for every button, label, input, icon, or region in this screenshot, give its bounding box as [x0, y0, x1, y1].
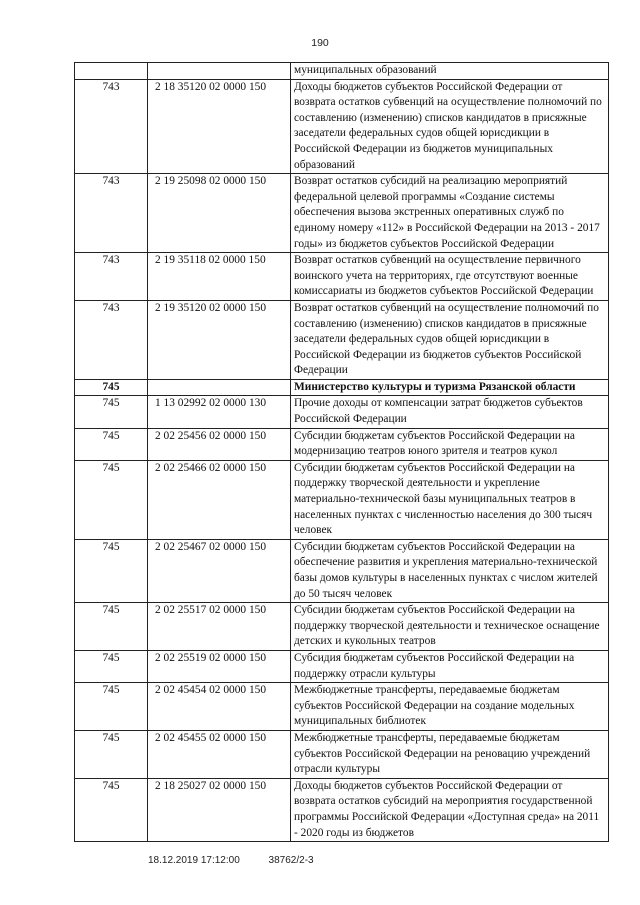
budget-classification-code-cell: 1 13 02992 02 0000 130 — [148, 396, 291, 428]
admin-code-cell: 745 — [75, 603, 148, 651]
footer-doc-id: 38762/2-3 — [268, 855, 314, 866]
admin-code-cell: 745 — [75, 650, 148, 682]
budget-classification-code-cell: 2 02 25467 02 0000 150 — [148, 539, 291, 602]
budget-classification-code-cell: 2 02 25519 02 0000 150 — [148, 650, 291, 682]
admin-code-cell: 745 — [75, 683, 148, 731]
revenue-description-cell: Возврат остатков субвенций на осуществление полномочий по составлению (изменению) списков кандидатов в присяжные заседатели федеральных судов общей юрисдикции в Российской Федерации из бюджетов субъектов Российской Федерации — [291, 300, 609, 379]
table-row — [75, 428, 609, 460]
budget-classification-code-cell: 2 02 25466 02 0000 150 — [148, 460, 291, 539]
revenue-description-cell: Прочие доходы от компенсации затрат бюджетов субъектов Российской Федерации — [291, 396, 609, 428]
admin-code-cell: 745 — [75, 460, 148, 539]
table-row — [75, 730, 609, 778]
budget-classification-code-cell — [148, 63, 291, 80]
table-row — [75, 683, 609, 731]
budget-classification-code-cell — [148, 379, 291, 396]
revenue-codes-table — [74, 62, 609, 842]
revenue-description-cell: Министерство культуры и туризма Рязанской области — [291, 379, 609, 396]
page-number: 190 — [311, 37, 329, 49]
table-row — [75, 603, 609, 651]
table-row — [75, 539, 609, 602]
admin-code-cell: 745 — [75, 730, 148, 778]
admin-code-cell: 745 — [75, 428, 148, 460]
table-row — [75, 253, 609, 301]
admin-code-cell: 743 — [75, 253, 148, 301]
table-row — [75, 79, 609, 174]
revenue-description-cell: Субсидии бюджетам субъектов Российской Федерации на обеспечение развития и укрепления материально-технической базы домов культуры в населенных пунктах с числом жителей до 50 тысяч человек — [291, 539, 609, 602]
admin-code-cell: 745 — [75, 379, 148, 396]
revenue-description-cell: муниципальных образований — [291, 63, 609, 80]
table-row — [75, 396, 609, 428]
admin-code-cell: 743 — [75, 79, 148, 174]
table-row — [75, 778, 609, 841]
table-row — [75, 460, 609, 539]
footer — [148, 855, 340, 866]
admin-code-cell: 743 — [75, 300, 148, 379]
revenue-description-cell: Возврат остатков субвенций на осуществление первичного воинского учета на территориях, где отсутствуют военные комиссариаты из бюджетов субъектов Российской Федерации — [291, 253, 609, 301]
table-row — [75, 174, 609, 253]
footer-timestamp: 18.12.2019 17:12:00 — [148, 855, 240, 866]
revenue-description-cell: Субсидия бюджетам субъектов Российской Федерации на поддержку отрасли культуры — [291, 650, 609, 682]
budget-classification-code-cell: 2 02 45455 02 0000 150 — [148, 730, 291, 778]
revenue-description-cell: Субсидии бюджетам субъектов Российской Федерации на поддержку творческой деятельности и техническое оснащение детских и кукольных театров — [291, 603, 609, 651]
revenue-description-cell: Субсидии бюджетам субъектов Российской Федерации на модернизацию театров юного зрителя и театров кукол — [291, 428, 609, 460]
admin-code-cell — [75, 63, 148, 80]
budget-classification-code-cell: 2 02 45454 02 0000 150 — [148, 683, 291, 731]
table-row — [75, 300, 609, 379]
admin-code-cell: 745 — [75, 396, 148, 428]
revenue-description-cell: Межбюджетные трансферты, передаваемые бюджетам субъектов Российской Федерации на реновацию учреждений отрасли культуры — [291, 730, 609, 778]
budget-classification-code-cell: 2 02 25517 02 0000 150 — [148, 603, 291, 651]
table-row — [75, 63, 609, 80]
budget-classification-code-cell: 2 18 35120 02 0000 150 — [148, 79, 291, 174]
budget-classification-code-cell: 2 19 35120 02 0000 150 — [148, 300, 291, 379]
admin-code-cell: 743 — [75, 174, 148, 253]
revenue-description-cell: Возврат остатков субсидий на реализацию мероприятий федеральной целевой программы «Создание системы обеспечения вызова экстренных оперативных служб по единому номеру «112» в Российской Федерации на 2013 - 2017 годы» из бюджетов субъектов Российской Федерации — [291, 174, 609, 253]
budget-classification-code-cell: 2 02 25456 02 0000 150 — [148, 428, 291, 460]
budget-classification-code-cell: 2 19 25098 02 0000 150 — [148, 174, 291, 253]
budget-classification-code-cell: 2 19 35118 02 0000 150 — [148, 253, 291, 301]
revenue-description-cell: Межбюджетные трансферты, передаваемые бюджетам субъектов Российской Федерации на создание модельных муниципальных библиотек — [291, 683, 609, 731]
revenue-description-cell: Субсидии бюджетам субъектов Российской Федерации на поддержку творческой деятельности и укрепление материально-технической базы муниципальных театров в населенных пунктах с численностью населения до 300 тысяч человек — [291, 460, 609, 539]
revenue-description-cell: Доходы бюджетов субъектов Российской Федерации от возврата остатков субсидий на мероприятия государственной программы Российской Федерации «Доступная среда» на 2011 - 2020 годы из бюджетов — [291, 778, 609, 841]
revenue-description-cell: Доходы бюджетов субъектов Российской Федерации от возврата остатков субвенций на осуществление полномочий по составлению (изменению) списков кандидатов в присяжные заседатели федеральных судов общей юрисдикции в Российской Федерации из бюджетов муниципальных образований — [291, 79, 609, 174]
table-row — [75, 650, 609, 682]
table-row — [75, 379, 609, 396]
admin-code-cell: 745 — [75, 539, 148, 602]
budget-classification-code-cell: 2 18 25027 02 0000 150 — [148, 778, 291, 841]
admin-code-cell: 745 — [75, 778, 148, 841]
table-body — [75, 63, 609, 842]
